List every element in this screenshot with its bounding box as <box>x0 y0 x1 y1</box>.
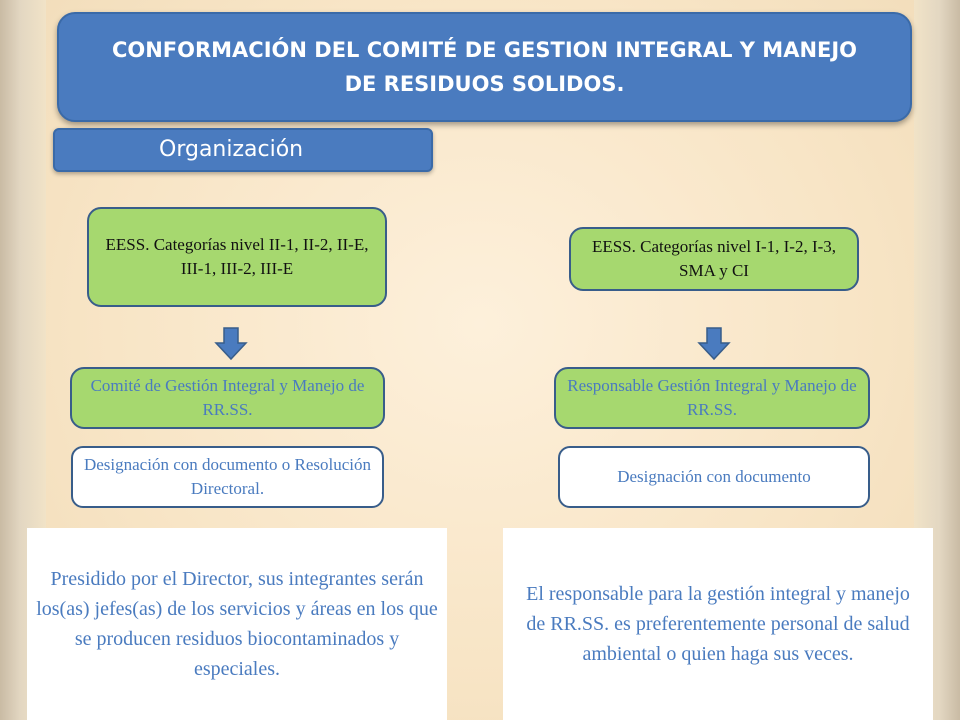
left-note-text: Presidido por el Director, sus integrantes serán los(as) jefes(as) de los servicios y áreas en los que se producen residuos biocontaminados y especiales. <box>36 568 438 680</box>
left-note <box>27 528 447 720</box>
right-category-box <box>569 227 859 291</box>
section-tab-label: Organización <box>159 137 304 162</box>
right-designation-box <box>558 446 870 508</box>
right-role-text: Responsable Gestión Integral y Manejo de RR.SS. <box>567 376 857 419</box>
left-role-text: Comité de Gestión Integral y Manejo de RR.SS. <box>90 376 365 419</box>
right-note <box>503 528 933 720</box>
left-category-box <box>87 207 387 307</box>
left-designation-box <box>71 446 384 508</box>
right-role-box <box>554 367 870 429</box>
slide-title <box>57 12 912 122</box>
slide-title-text: CONFORMACIÓN DEL COMITÉ DE GESTION INTEGRAL Y MANEJO DE RESIDUOS SOLIDOS. <box>111 38 858 96</box>
section-tab <box>53 128 433 172</box>
left-designation-text: Designación con documento o Resolución Directoral. <box>83 455 372 498</box>
right-designation-text: Designación con documento <box>617 467 811 486</box>
down-arrow-icon <box>697 327 731 361</box>
down-arrow-icon <box>214 327 248 361</box>
left-category-text: EESS. Categorías nivel II-1, II-2, II-E, III-1, III-2, III-E <box>105 235 369 278</box>
right-note-text: El responsable para la gestión integral y manejo de RR.SS. es preferentemente personal de salud ambiental o quien haga sus veces. <box>526 583 910 665</box>
left-role-box <box>70 367 385 429</box>
right-category-text: EESS. Categorías nivel I-1, I-2, I-3, SMA y CI <box>591 237 837 280</box>
